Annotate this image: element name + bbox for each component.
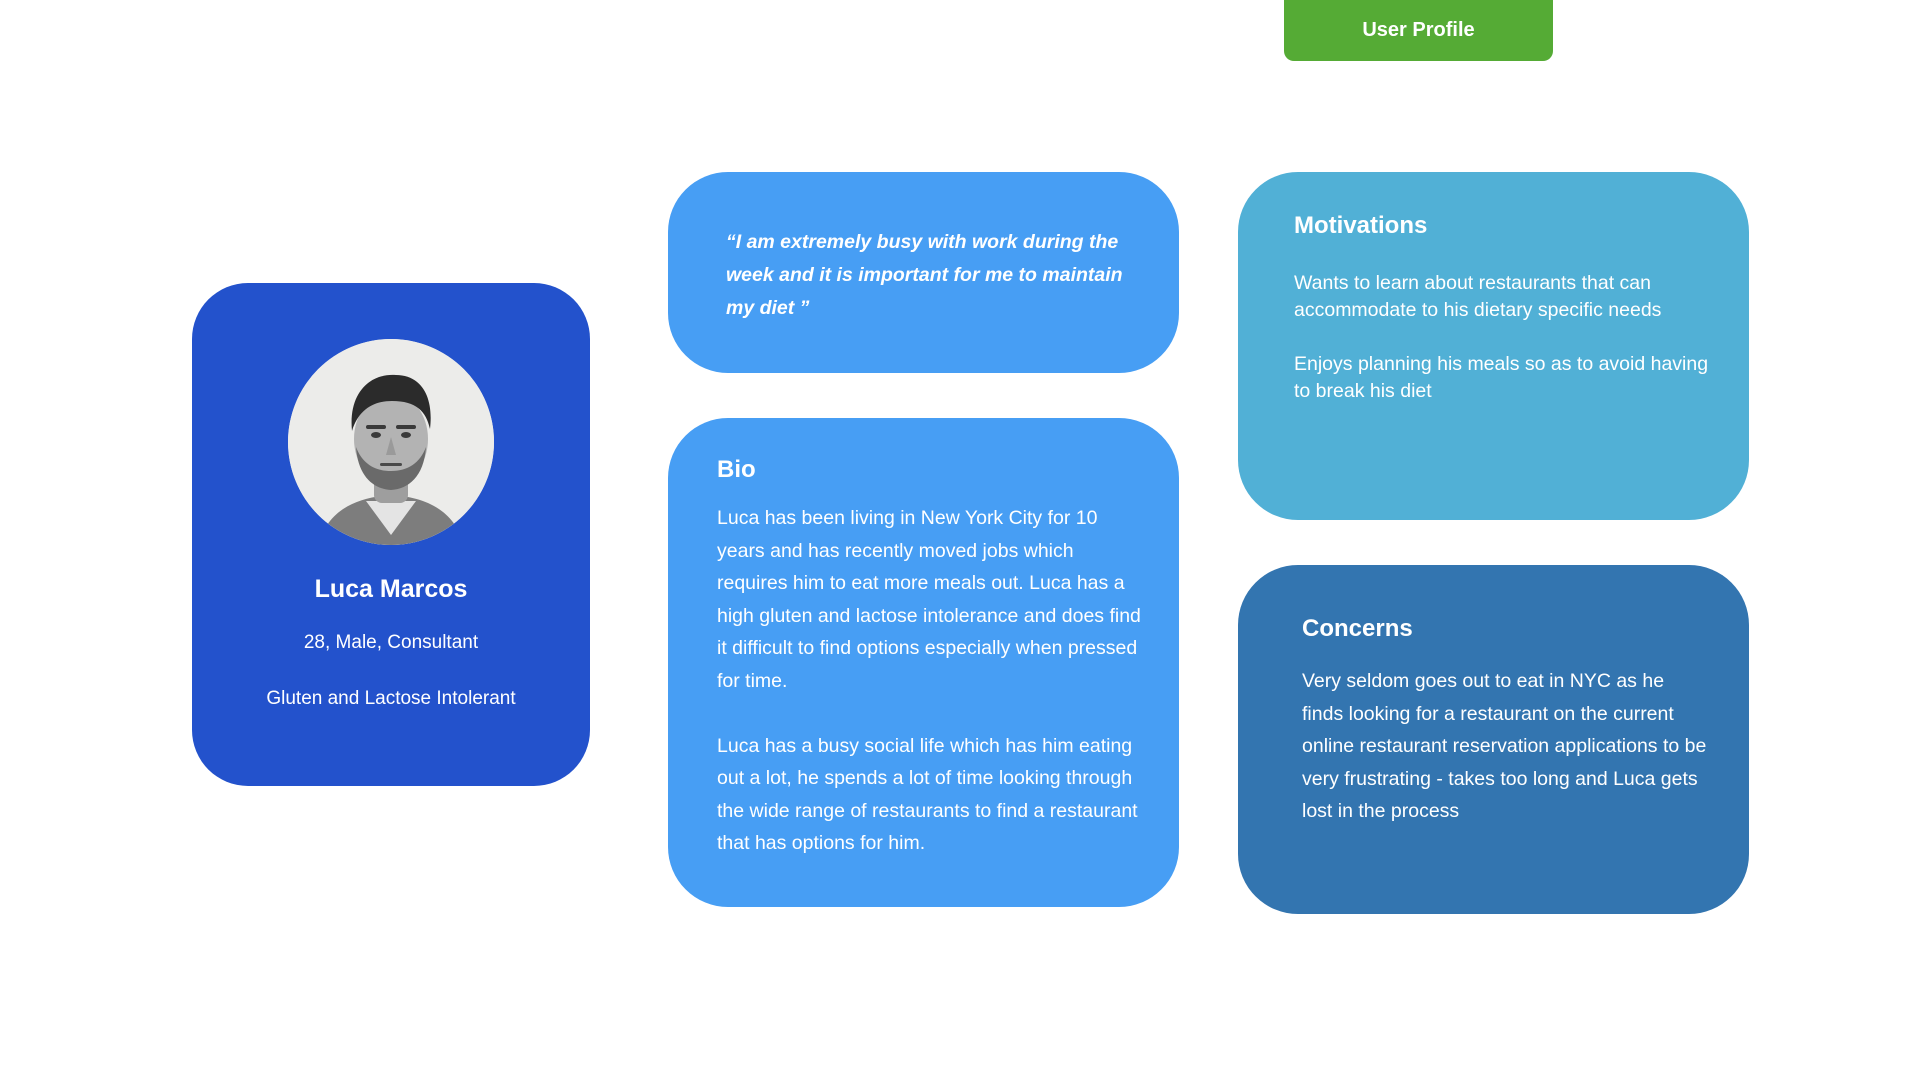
concerns-title: Concerns bbox=[1302, 615, 1413, 642]
profile-demographics: 28, Male, Consultant bbox=[303, 632, 479, 653]
bio-card bbox=[668, 418, 1179, 907]
motivation-item: Enjoys planning his meals so as to avoid having to break his diet bbox=[1294, 353, 1709, 402]
bio-paragraph: Luca has a busy social life which has him eating out a lot, he spends a lot of time looking through the wide range of restaurants to find a restaurant that has options for him. bbox=[717, 734, 1138, 855]
concerns-text: Very seldom goes out to eat in NYC as he finds looking for a restaurant on the current online restaurant reservation applications to be very frustrating - takes too long and Luca gets lost in the process bbox=[1302, 670, 1707, 823]
profile-condition: Gluten and Lactose Intolerant bbox=[266, 688, 516, 709]
bio-title: Bio bbox=[717, 456, 756, 483]
profile-card bbox=[192, 283, 590, 786]
person-portrait-icon bbox=[288, 339, 494, 545]
motivation-item: Wants to learn about restaurants that can accommodate to his dietary specific needs bbox=[1294, 272, 1662, 321]
bio-paragraph: Luca has been living in New York City for 10 years and has recently moved jobs which requires him to eat more meals out. Luca has a high gluten and lactose intolerance and does find it difficult to find options especially when pressed for time. bbox=[717, 507, 1141, 692]
motivations-title: Motivations bbox=[1294, 212, 1428, 239]
user-profile-tag[interactable]: User Profile bbox=[1284, 0, 1553, 61]
motivations-card bbox=[1238, 172, 1749, 520]
concerns-card bbox=[1238, 565, 1749, 914]
quote-text: “I am extremely busy with work during the week and it is important for me to maintain my diet ” bbox=[726, 231, 1123, 319]
profile-name: Luca Marcos bbox=[314, 575, 468, 603]
quote-card bbox=[668, 172, 1179, 373]
